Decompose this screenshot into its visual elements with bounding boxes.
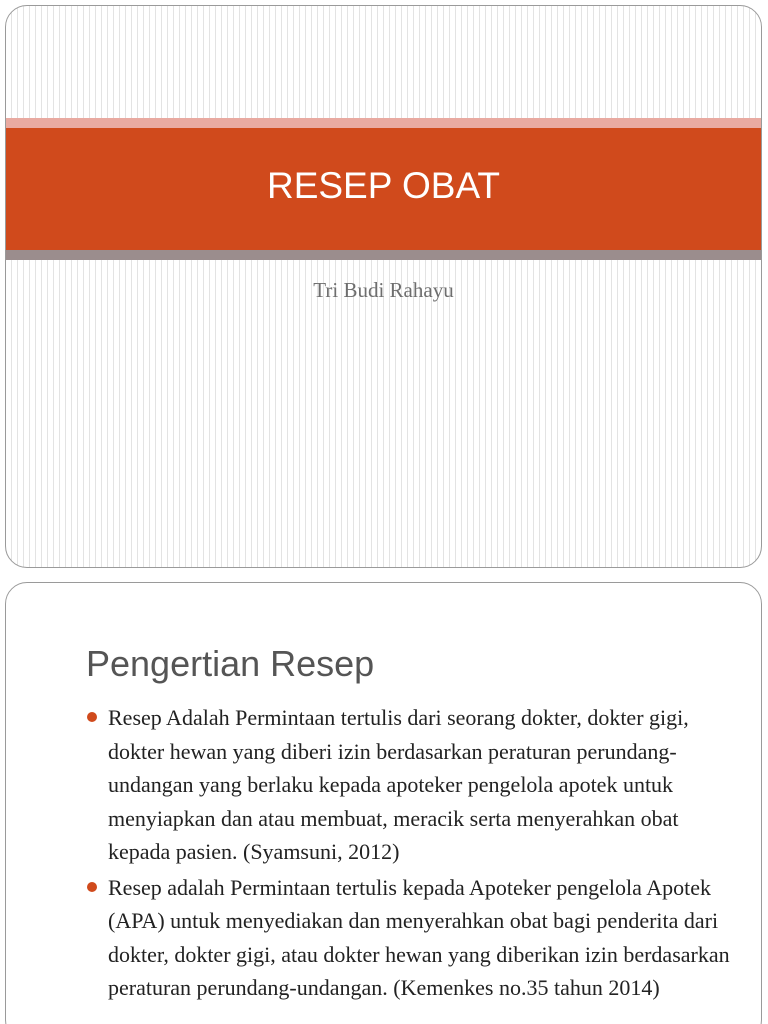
- slide-subtitle: Tri Budi Rahayu: [313, 278, 454, 302]
- slide-title: RESEP OBAT: [266, 165, 501, 206]
- content-slide: [5, 582, 762, 1024]
- title-accent-top-bar: [6, 118, 761, 128]
- title-slide: [5, 5, 762, 568]
- title-band: [6, 128, 761, 250]
- title-accent-bottom-bar: [6, 250, 761, 260]
- bullet-text: Resep Adalah Permintaan tertulis dari seorang dokter, dokter gigi, dokter hewan yang diberi izin berdasarkan peraturan perundang-undangan yang berlaku kepada apoteker pengelola apotek untuk menyiapkan dan atau membuat, meracik serta menyerahkan obat kepada pasien. (Syamsuni, 2012): [108, 705, 689, 864]
- bullet-list: [86, 701, 736, 1007]
- content-heading: Pengertian Resep: [86, 643, 375, 684]
- bullet-item: [86, 871, 736, 1005]
- bullet-icon: [87, 712, 97, 722]
- bullet-icon: [87, 882, 97, 892]
- bullet-item: [86, 701, 736, 869]
- bullet-text: Resep adalah Permintaan tertulis kepada Apoteker pengelola Apotek (APA) untuk menyediakan dan menyerahkan obat bagi penderita dari dokter, dokter gigi, atau dokter hewan yang diberikan izin berdasarkan peraturan perundang-undangan. (Kemenkes no.35 tahun 2014): [108, 874, 730, 1000]
